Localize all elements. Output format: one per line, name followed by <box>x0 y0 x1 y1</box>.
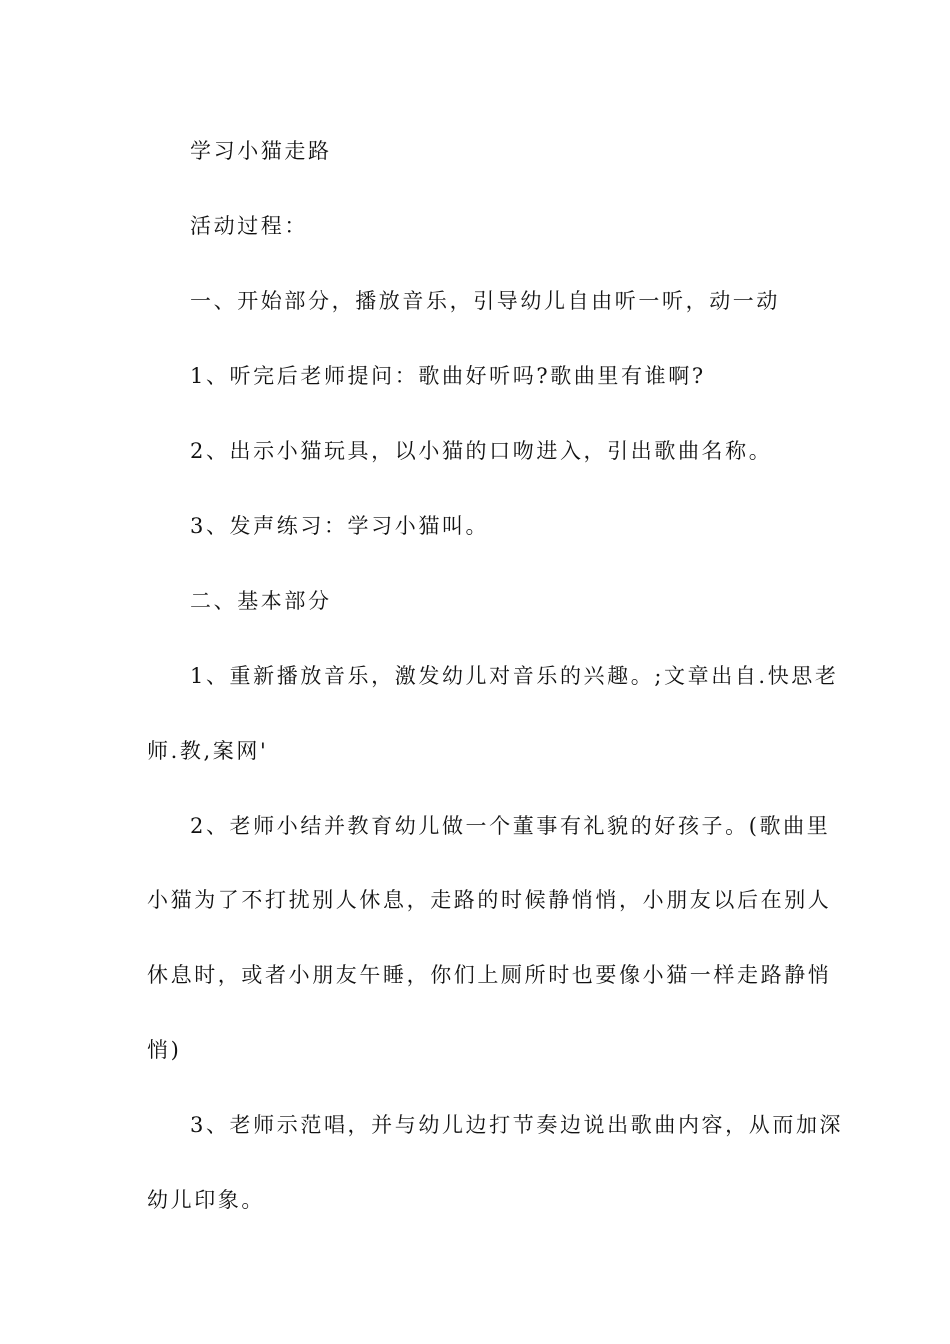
section-one-item-2: 2、出示小猫玩具，以小猫的口吻进入，引出歌曲名称。 <box>190 439 773 463</box>
section-one-item-3: 3、发声练习：学习小猫叫。 <box>190 514 490 538</box>
section-two-item-3-line-1: 3、老师示范唱，并与幼儿边打节奏边说出歌曲内容，从而加深 <box>190 1113 844 1137</box>
section-two-item-2-line-2: 小猫为了不打扰别人休息，走路的时候静悄悄，小朋友以后在别人 <box>147 888 832 912</box>
section-one-item-1: 1、听完后老师提问：歌曲好听吗?歌曲里有谁啊? <box>190 364 706 388</box>
section-two-item-2-line-4: 悄) <box>147 1038 182 1062</box>
section-two-item-1-line-2: 师.教,案网' <box>147 739 269 763</box>
section-two-item-2-line-1: 2、老师小结并教育幼儿做一个董事有礼貌的好孩子。(歌曲里 <box>190 814 831 838</box>
section-two-item-1-line-1: 1、重新播放音乐，激发幼儿对音乐的兴趣。;文章出自.快思老 <box>190 664 839 688</box>
section-two-item-3-line-2: 幼儿印象。 <box>147 1188 265 1212</box>
section-one-title: 一、开始部分，播放音乐，引导幼儿自由听一听，动一动 <box>190 289 780 313</box>
heading-learn-cat-walk: 学习小猫走路 <box>190 139 332 163</box>
section-two-item-2-line-3: 休息时，或者小朋友午睡，你们上厕所时也要像小猫一样走路静悄 <box>147 963 832 987</box>
section-two-title: 二、基本部分 <box>190 589 332 613</box>
heading-activity-process: 活动过程： <box>190 214 308 238</box>
